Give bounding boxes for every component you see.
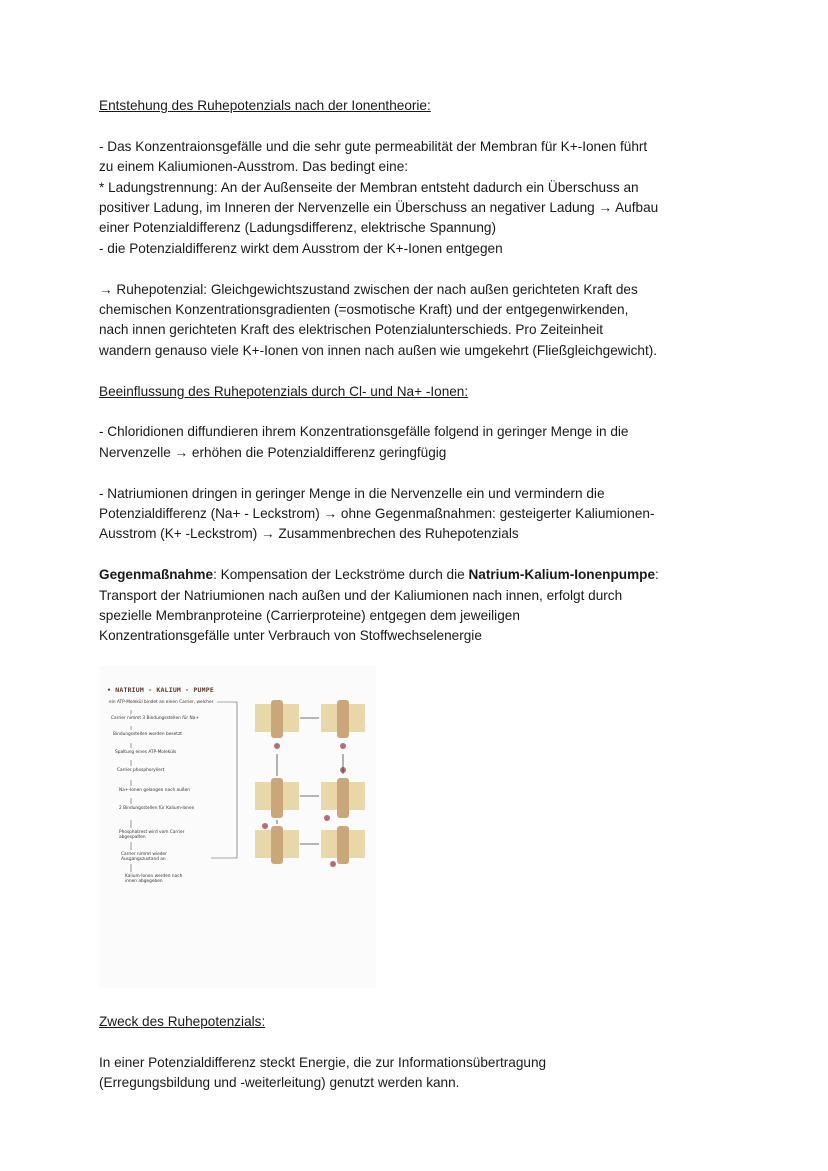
panel-arrows	[277, 718, 343, 844]
text-line: - Chloridionen diffundieren ihrem Konzentrationsgefälle folgend in geringer Menge in die	[99, 424, 629, 440]
figure-note: Carrier phosphoryliert	[117, 768, 165, 773]
membrane-panel-4	[321, 767, 365, 818]
membrane-panel-2	[321, 700, 365, 749]
figure-note: Carrier nimmt 3 Bindungsstellen für Na+	[111, 716, 200, 721]
flow-arrows	[131, 702, 237, 872]
figure-title: • NATRIUM - KALIUM - PUMPE	[107, 686, 214, 694]
pump-diagram-graphic	[99, 666, 376, 988]
text-line: → Ruhepotenzial: Gleichgewichtszustand zwischen der nach außen gerichteten Kraft des	[99, 281, 638, 297]
text-line: nach innen gerichteten Kraft des elektrischen Potenzialunterschieds. Pro Zeiteinheit	[99, 322, 604, 338]
text-line: * Ladungstrennung: An der Außenseite der Membran entsteht dadurch ein Überschuss an	[99, 179, 639, 195]
pump-diagram-image	[99, 666, 376, 988]
text-line: spezielle Membranproteine (Carrierproteine) entgegen dem jeweiligen	[99, 608, 520, 624]
membrane-panel-5	[255, 826, 299, 864]
gegenmassnahme-label: Gegenmaßnahme	[99, 567, 214, 583]
text-line: (Erregungsbildung und -weiterleitung) genutzt werden kann.	[99, 1075, 460, 1091]
section-heading-beeinflussung: Beeinflussung des Ruhepotenzials durch Cl- und Na+ -Ionen:	[99, 383, 469, 399]
text-line: Nervenzelle → erhöhen die Potenzialdifferenz geringfügig	[99, 444, 447, 460]
figure-note: Phosphatrest wird vom Carrier abgespalten	[119, 830, 185, 840]
zweck-section	[99, 1012, 739, 1094]
text-line: Ausstrom (K+ -Leckstrom) → Zusammenbrechen des Ruhepotenzials	[99, 526, 519, 542]
figure-note: ein ATP-Molekül bindet an einen Carrier, welcher	[109, 700, 214, 705]
document-body	[99, 96, 739, 647]
figure-note: 2 Bindungsstellen für Kalium-Ionen	[119, 806, 195, 811]
gegenmassnahme-text: : Kompensation der Leckströme durch die	[213, 567, 469, 583]
membrane-panel-1	[255, 700, 299, 749]
pump-name: Natrium-Kalium-Ionenpumpe	[468, 567, 656, 583]
text-line: wandern genauso viele K+-Ionen von innen nach außen wie umgekehrt (Fließgleichgewicht).	[99, 342, 658, 358]
figure-note: Spaltung eines ATP-Moleküls	[115, 750, 177, 755]
figure-note: Na+-Ionen gelangen nach außen	[119, 788, 190, 793]
text-line: einer Potenzialdifferenz (Ladungsdifferenz, elektrische Spannung)	[99, 220, 496, 236]
text-line: Potenzialdifferenz (Na+ - Leckstrom) → ohne Gegenmaßnahmen: gesteigerter Kaliumionen-	[99, 506, 655, 522]
colon: :	[655, 567, 659, 583]
text-line: In einer Potenzialdifferenz steckt Energie, die zur Informationsübertragung	[99, 1054, 547, 1070]
figure-note: Kalium-Ionen werden nach innen abgegeben	[125, 874, 183, 884]
figure-note: Carrier nimmt wieder Ausgangszustand an	[121, 852, 167, 862]
text-line: zu einem Kaliumionen-Ausstrom. Das bedingt eine:	[99, 159, 409, 175]
membrane-panel-6	[321, 815, 365, 867]
section-heading-ionentheorie: Entstehung des Ruhepotenzials nach der Ionentheorie:	[99, 98, 431, 113]
text-line: Transport der Natriumionen nach außen und der Kaliumionen nach innen, erfolgt durch	[99, 587, 623, 603]
text-line: - die Potenzialdifferenz wirkt dem Ausstrom der K+-Ionen entgegen	[99, 240, 503, 256]
section-heading-zweck: Zweck des Ruhepotenzials:	[99, 1014, 266, 1029]
figure-note: Bindungsstellen werden besetzt	[113, 732, 182, 737]
text-line: - Das Konzentraionsgefälle und die sehr gute permeabilität der Membran für K+-Ionen führt	[99, 138, 648, 154]
text-line: positiver Ladung, im Inneren der Nervenzelle ein Überschuss an negativer Ladung → Aufbau	[99, 200, 659, 216]
text-line: - Natriumionen dringen in geringer Menge in die Nervenzelle ein und vermindern die	[99, 485, 605, 501]
text-line: Konzentrationsgefälle unter Verbrauch von Stoffwechselenergie	[99, 628, 482, 644]
text-line: chemischen Konzentrationsgradienten (=osmotische Kraft) und der entgegenwirkenden,	[99, 302, 629, 318]
gegenmassnahme-line	[99, 565, 739, 585]
